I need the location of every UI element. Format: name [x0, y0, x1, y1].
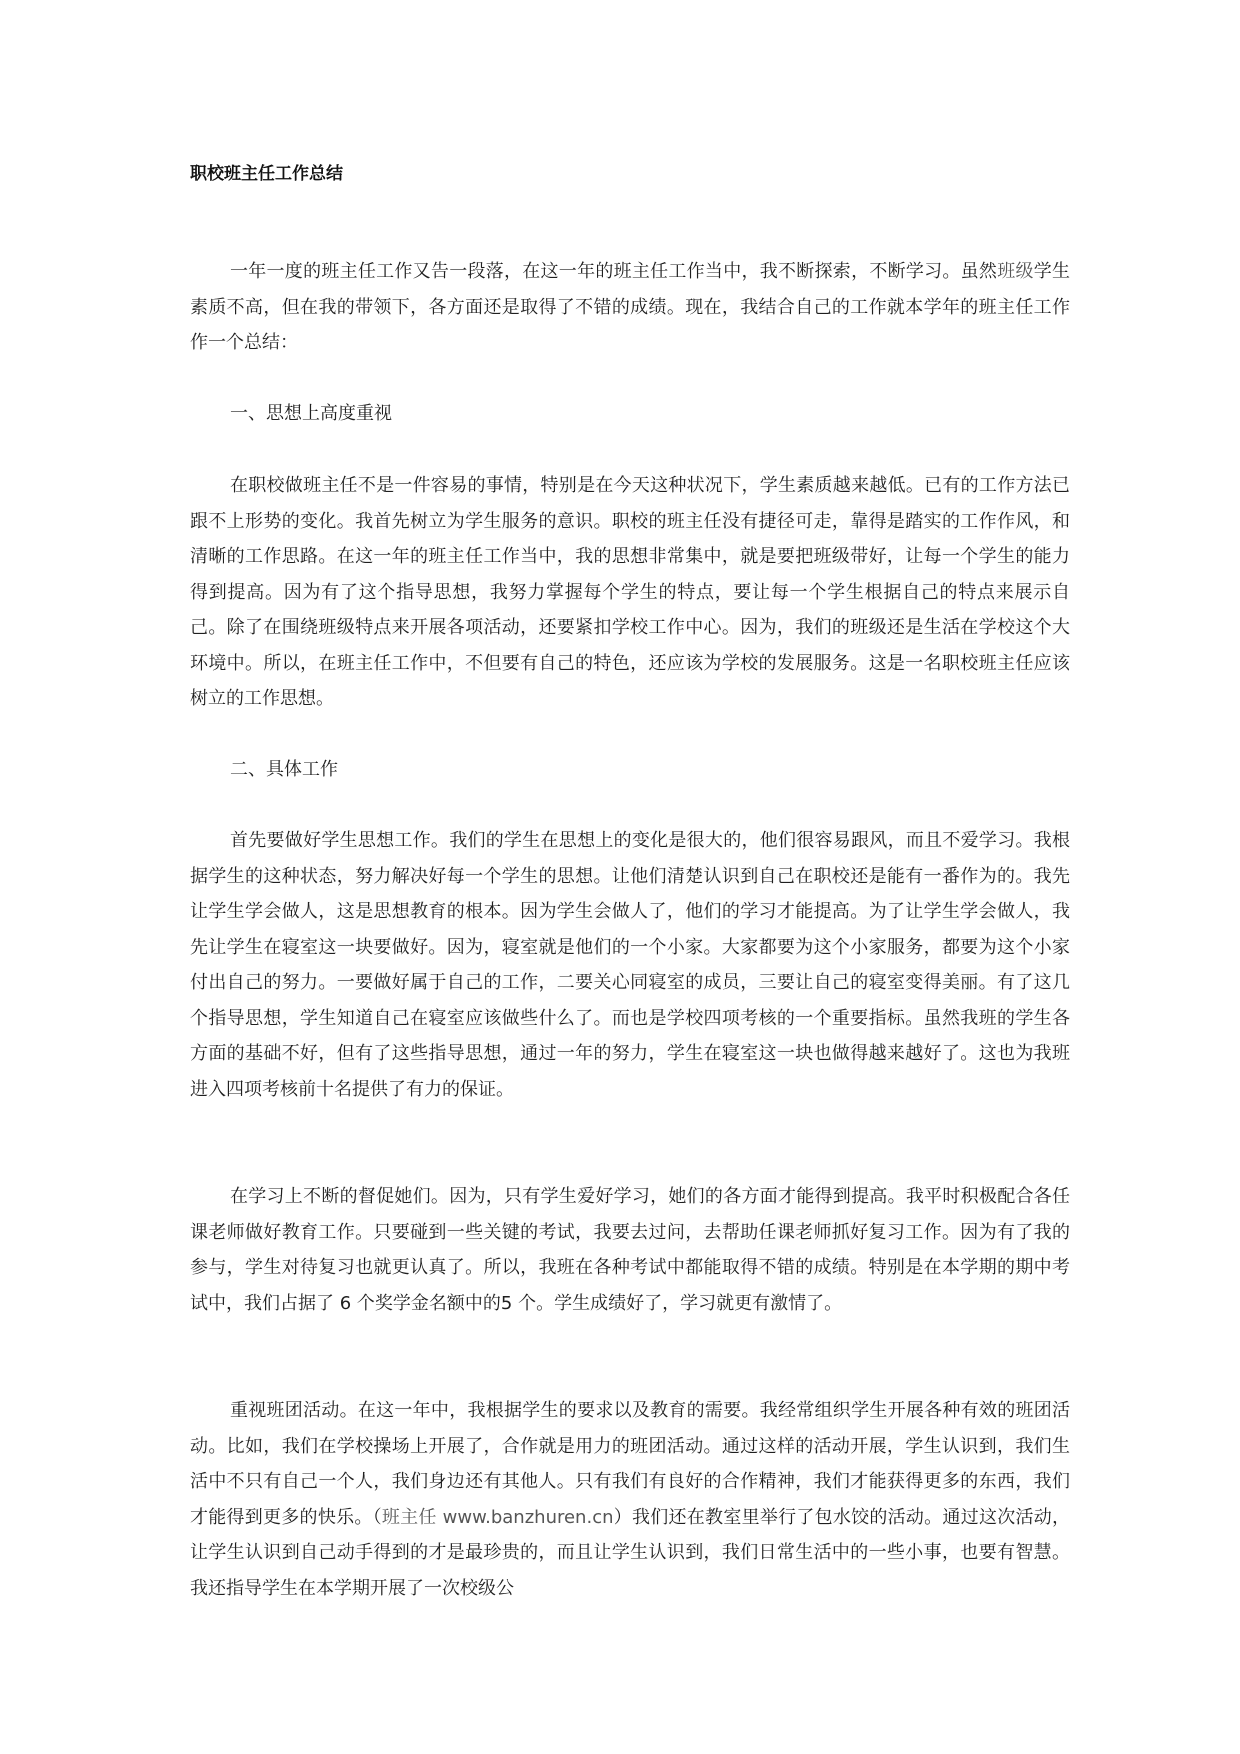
section2-body-1: 首先要做好学生思想工作。我们的学生在思想上的变化是很大的，他们很容易跟风，而且不爱学习。我根据学生的这种状态，努力解决好每一个学生的思想。让他们清楚认识到自己在职校还是能有一番作为的。我先让学生学会做人，这是思想教育的根本。因为学生会做人了，他们的学习才能提高。为了让学生学会做人，我先让学生在寝室这一块要做好。因为，寝室就是他们的一个小家。大家都要为这个小家服务，都要为这个小家付出自己的努力。一要做好属于自己的工作，二要关心同寝室的成员，三要让自己的寝室变得美丽。有了这几个指导思想，学生知道自己在寝室应该做些什么了。而也是学校四项考核的一个重要指标。虽然我班的学生各方面的基础不好，但有了这些指导思想，通过一年的努力，学生在寝室这一块也做得越来越好了。这也为我班进入四项考核前十名提供了有力的保证。: [190, 830, 1070, 1100]
section2-body-3-link[interactable]: 班主任 www.banzhuren.cn: [381, 1506, 614, 1528]
intro-text-rest: 学生素质不高，但在我的带领下，各方面还是取得了不错的成绩。现在，我结合自己的工作就本学年的班主任工作作一个总结：: [190, 261, 1071, 353]
section2-body-3-text-a: 重视班团活动。在这一年中，我根据学生的要求以及教育的需要。我经常组织学生开展各种有效的班团活动。比如，我们在学校操场上开展了，合作就是用力的班团活动。通过这样的活动开展，学生认识到，我们生活中不只有自己一个人，我们身边还有其他人。只有我们有良好的合作精神，我们才能获得更多的东西，我们才能得到更多的快乐。（: [190, 1400, 1070, 1528]
section1-body: 在职校做班主任不是一件容易的事情，特别是在今天这种状况下，学生素质越来越低。已有的工作方法已跟不上形势的变化。我首先树立为学生服务的意识。职校的班主任没有捷径可走，靠得是踏实的工作作风，和清晰的工作思路。在这一年的班主任工作当中，我的思想非常集中，就是要把班级带好，让每一个学生的能力得到提高。因为有了这个指导思想，我努力掌握每个学生的特点，要让每一个学生根据自己的特点来展示自己。除了在围绕班级特点来开展各项活动，还要紧扣学校工作中心。因为，我们的班级还是生活在学校这个大环境中。所以，在班主任工作中，不但要有自己的特色，还应该为学校的发展服务。这是一名职校班主任应该树立的工作思想。: [190, 475, 1070, 709]
section2-body-3-text-b: ）我们还在教室里举行了包水饺的活动。通过这次活动，让学生认识到自己动手得到的才是最珍贵的，而且让学生认识到，我们日常生活中的一些小事，也要有智慧。我还指导学生在本学期开展了一次校级公: [190, 1506, 1070, 1599]
section1-heading: 一、思想上高度重视: [230, 403, 392, 424]
intro-text: 一年一度的班主任工作又告一段落，在这一年的班主任工作当中，我不断探索，不断学习。虽然: [230, 261, 998, 282]
section2-body-3: [190, 1393, 1070, 1606]
intro-paragraph: [190, 254, 1070, 361]
document-title: 职校班主任工作总结: [190, 164, 343, 184]
intro-link[interactable]: 班级: [997, 261, 1034, 282]
section2-body-2: 在学习上不断的督促她们。因为，只有学生爱好学习，她们的各方面才能得到提高。我平时积极配合各任课老师做好教育工作。只要碰到一些关键的考试，我要去过问，去帮助任课老师抓好复习工作。因为有了我的参与，学生对待复习也就更认真了。所以，我班在各种考试中都能取得不错的成绩。特别是在本学期的期中考试中，我们占据了 6 个奖学金名额中的5 个。学生成绩好了，学习就更有激情了。: [190, 1186, 1070, 1314]
section2-heading: 二、具体工作: [230, 759, 338, 780]
